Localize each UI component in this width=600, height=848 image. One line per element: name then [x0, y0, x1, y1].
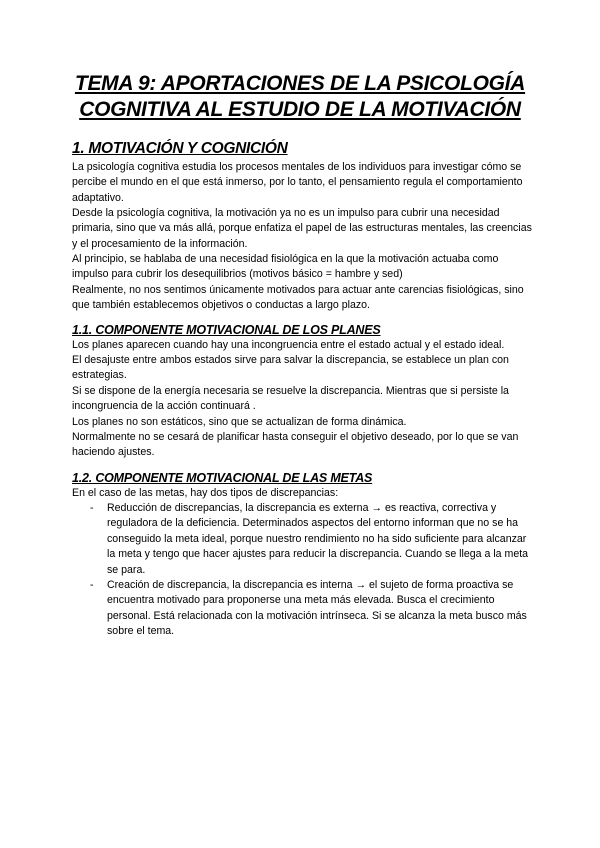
section-1-1-paragraph-4: Los planes no son estáticos, sino que se actualizan de forma dinámica.	[72, 416, 407, 428]
section-1-1-paragraph-3: Si se dispone de la energía necesaria se resuelve la discrepancia. Mientras que si persiste la incongruencia de la acción continuará .	[72, 385, 509, 413]
discrepancy-list	[72, 501, 532, 640]
list-item	[72, 501, 532, 578]
document-title: TEMA 9: APORTACIONES DE LA PSICOLOGÍA COGNITIVA AL ESTUDIO DE LA MOTIVACIÓN	[74, 72, 526, 121]
list-item-text: Creación de discrepancia, la discrepancia es interna → el sujeto de forma proactiva se encuentra motivado para proponerse una meta más elevada. Busca el crecimiento personal. Está relacionada con la motivación intrínseca. Si se alcanza la meta busco más sobre el tema.	[107, 579, 527, 638]
section-1-1-paragraph-1: Los planes aparecen cuando hay una incongruencia entre el estado actual y el estado ideal.	[72, 339, 505, 351]
section-1-1-heading: 1.1. COMPONENTE MOTIVACIONAL DE LOS PLANES	[72, 323, 381, 337]
list-item	[72, 578, 532, 640]
section-1-paragraph-3: Al principio, se hablaba de una necesidad fisiológica en la que la motivación actuaba como impulso para cubrir los desequilibrios (motivos básico = hambre y sed)	[72, 253, 499, 281]
section-1-paragraph-2: Desde la psicología cognitiva, la motivación ya no es un impulso para cubrir una necesidad primaria, sino que va más allá, porque enfatiza el papel de las estructuras mentales, las creencias y el procesamiento de la información.	[72, 207, 532, 250]
section-1-paragraph-1: La psicología cognitiva estudia los procesos mentales de los individuos para investigar cómo se percibe el mundo en el que está inmerso, por lo tanto, el pensamiento regula el comportamiento adaptativo.	[72, 161, 523, 204]
section-1-1-paragraph-2: El desajuste entre ambos estados sirve para salvar la discrepancia, se establece un plan con estrategias.	[72, 354, 509, 382]
section-1-paragraph-4: Realmente, no nos sentimos únicamente motivados para actuar ante carencias fisiológicas, sino que también establecemos objetivos o conductas a largo plazo.	[72, 284, 524, 312]
bullet-dash: -	[90, 579, 94, 592]
section-1-2-heading: 1.2. COMPONENTE MOTIVACIONAL DE LAS METAS	[72, 471, 373, 485]
section-1-heading: 1. MOTIVACIÓN Y COGNICIÓN	[72, 140, 288, 157]
section-1-1-paragraph-5: Normalmente no se cesará de planificar hasta conseguir el objetivo deseado, por lo que se van haciendo ajustes.	[72, 431, 519, 459]
section-1-2-intro: En el caso de las metas, hay dos tipos de discrepancias:	[72, 487, 339, 499]
list-item-text: Reducción de discrepancias, la discrepancia es externa → es reactiva, correctiva y reguladora de la deficiencia. Determinados aspectos del entorno informan que no se ha conseguido la meta ideal, porque nuestro rendimiento no ha sido suficiente para alcanzar la meta y tengo que hacer ajustes para reducir la discrepancia. Cuando se llega a la meta se para.	[107, 502, 529, 576]
bullet-dash: -	[90, 502, 94, 514]
